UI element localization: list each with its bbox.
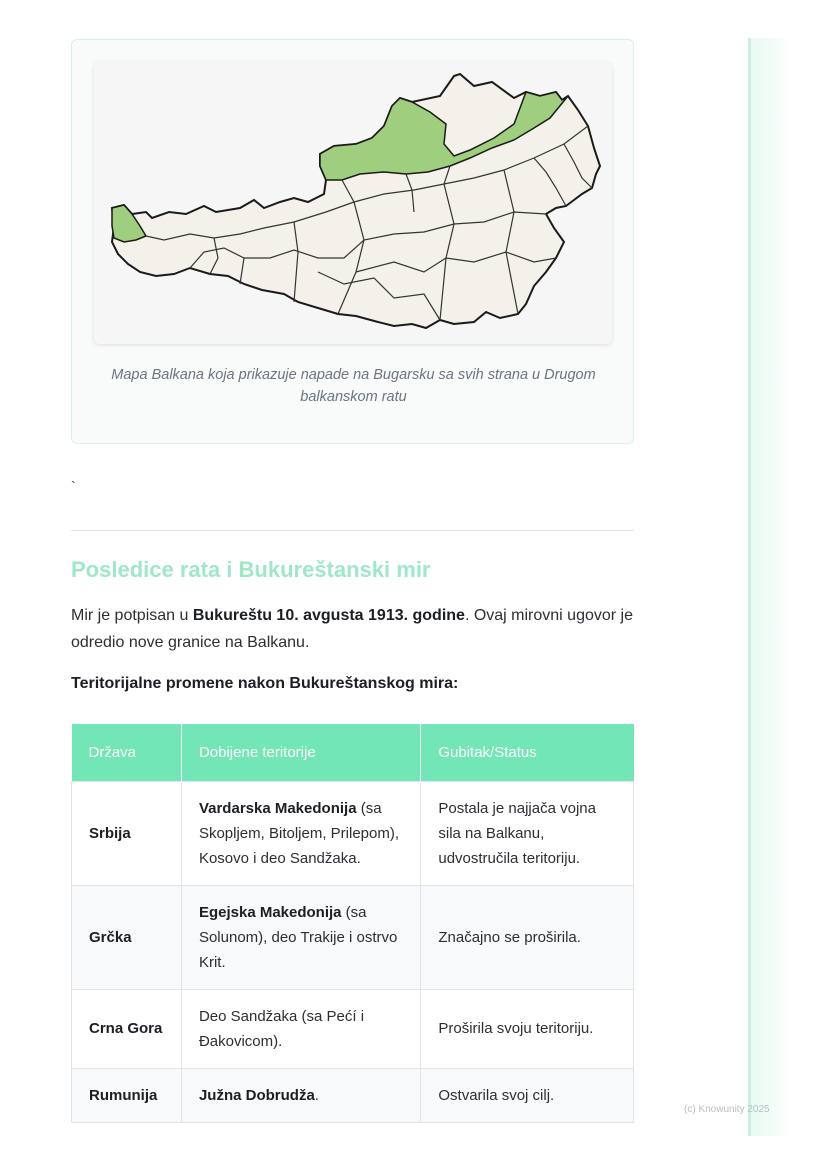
- table-row: [72, 885, 634, 989]
- country-cell: Srbija: [72, 781, 182, 885]
- gains-bold: Egejska Makedonija: [198, 903, 342, 921]
- gains-rest: (sa Solunom), deo Trakije i ostrvo Krit.: [198, 903, 398, 971]
- gains-cell: [181, 989, 420, 1068]
- gains-bold: Južna Dobrudža: [198, 1086, 315, 1104]
- status-cell: Postala je najjača vojna sila na Balkanu, udvostručila teritoriju.: [421, 781, 634, 885]
- right-rail: [748, 38, 792, 1136]
- table-row: [72, 989, 634, 1068]
- gains-cell: [181, 1068, 420, 1122]
- para-prefix: Mir je potpisan u: [71, 607, 193, 624]
- table-row: [72, 781, 634, 885]
- territory-table: [71, 724, 634, 1123]
- figure-caption: Mapa Balkana koja prikazuje napade na Bugarsku sa svih strana u Drugom balkanskom ratu: [111, 367, 596, 405]
- table-heading: Teritorijalne promene nakon Bukureštanskog mira:: [71, 675, 459, 692]
- gains-rest: Deo Sandžaka (sa Pećí i Đakovicom).: [198, 1007, 365, 1050]
- stray-tick: `: [71, 478, 76, 494]
- country-cell: Rumunija: [72, 1068, 182, 1122]
- gains-rest: .: [314, 1086, 319, 1104]
- table-header-row: [72, 724, 634, 781]
- map-svg: [94, 62, 612, 344]
- para-suffix: . Ovaj mirovni ugovor je odredio nove granice na Balkanu.: [71, 607, 633, 651]
- status-cell: Značajno se proširila.: [421, 885, 634, 989]
- section-title: Posledice rata i Bukureštanski mir: [71, 557, 431, 582]
- status-cell: Ostvarila svoj cilj.: [421, 1068, 634, 1122]
- gains-cell: [181, 885, 420, 989]
- header-country: Država: [72, 724, 182, 781]
- figure-card: [71, 39, 634, 444]
- gains-rest: (sa Skopljem, Bitoljem, Prilepom), Kosovo i deo Sandžaka.: [198, 799, 400, 867]
- country-cell: Grčka: [72, 885, 182, 989]
- table-row: [72, 1068, 634, 1122]
- copyright-text: (c) Knowunity 2025: [684, 1104, 770, 1115]
- map-image: [94, 62, 612, 344]
- header-gains: Dobijene teritorije: [181, 724, 420, 781]
- gains-cell: [181, 781, 420, 885]
- header-status: Gubitak/Status: [421, 724, 634, 781]
- status-cell: Proširila svoju teritoriju.: [421, 989, 634, 1068]
- gains-bold: Vardarska Makedonija: [198, 799, 357, 817]
- intro-paragraph: [71, 602, 651, 656]
- para-bold: Bukureštu 10. avgusta 1913. godine: [192, 607, 465, 624]
- section-divider: [71, 530, 634, 531]
- country-cell: Crna Gora: [72, 989, 182, 1068]
